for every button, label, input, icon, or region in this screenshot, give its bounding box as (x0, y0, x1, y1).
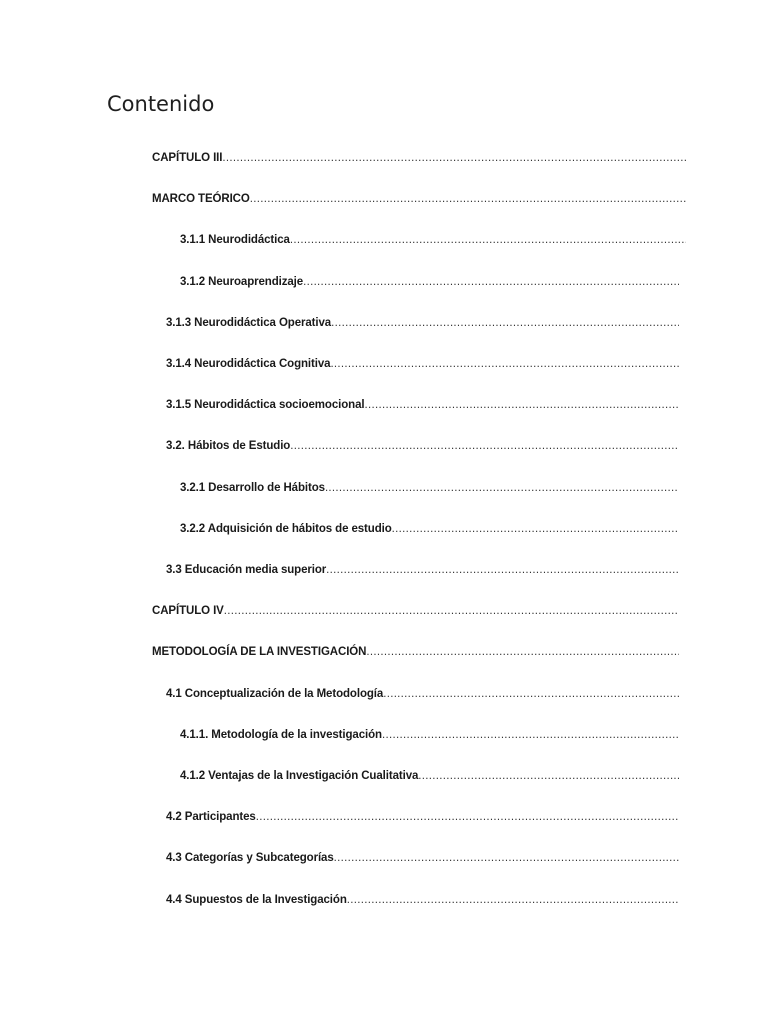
toc-dot-leader (364, 397, 679, 413)
toc-dot-leader (392, 521, 679, 537)
toc-dot-leader (347, 892, 679, 908)
toc-entry[interactable] (166, 438, 679, 454)
toc-dot-leader (330, 356, 679, 372)
toc-entry[interactable] (166, 892, 679, 908)
toc-entry[interactable] (180, 727, 679, 743)
toc-dot-leader (331, 315, 679, 331)
toc-entry-label: CAPÍTULO IV (152, 605, 224, 617)
toc-entry-label: 3.2. Hábitos de Estudio (166, 440, 291, 452)
toc-dot-leader (382, 727, 679, 743)
toc-dot-leader (326, 562, 679, 578)
toc-entry[interactable] (180, 480, 679, 496)
toc-entry-label: 4.2 Participantes (166, 811, 256, 823)
toc-entry-label: 4.1.1. Metodología de la investigación (180, 729, 382, 741)
toc-entry[interactable] (166, 315, 679, 331)
toc-entry-label: METODOLOGÍA DE LA INVESTIGACIÓN (152, 646, 367, 658)
toc-entry-label: 4.3 Categorías y Subcategorías (166, 852, 334, 864)
toc-dot-leader (290, 438, 679, 454)
toc-dot-leader (383, 686, 679, 702)
page-title: Contenido (107, 92, 215, 116)
toc-entry[interactable] (166, 686, 679, 702)
toc-entry[interactable] (152, 150, 686, 166)
toc-dot-leader (366, 644, 679, 660)
toc-entry-label: 3.1.3 Neurodidáctica Operativa (166, 317, 332, 329)
toc-dot-leader (325, 480, 679, 496)
toc-entry-label: 4.1 Conceptualización de la Metodología (166, 688, 384, 700)
toc-dot-leader (250, 191, 686, 207)
toc-dot-leader (290, 232, 686, 248)
toc-entry-label: 3.1.5 Neurodidáctica socioemocional (166, 399, 365, 411)
toc-entry-label: 3.3 Educación media superior (166, 564, 327, 576)
toc-entry-label: 3.1.4 Neurodidáctica Cognitiva (166, 358, 331, 370)
toc-dot-leader (222, 150, 686, 166)
toc-entry-label: 4.1.2 Ventajas de la Investigación Cualitativa (180, 770, 419, 782)
toc-entry-label: CAPÍTULO III (152, 152, 223, 164)
toc-dot-leader (334, 850, 679, 866)
toc-entry[interactable] (166, 397, 679, 413)
toc-entry-label: 3.1.1 Neurodidáctica (180, 234, 290, 246)
toc-entry[interactable] (180, 274, 679, 290)
toc-entry-label: 3.1.2 Neuroaprendizaje (180, 276, 304, 288)
toc-entry[interactable] (166, 562, 679, 578)
toc-entry-label: 4.4 Supuestos de la Investigación (166, 894, 347, 906)
toc-entry[interactable] (166, 356, 679, 372)
toc-entry-label: 3.2.2 Adquisición de hábitos de estudio (180, 523, 392, 535)
toc-entry[interactable] (180, 521, 679, 537)
toc-dot-leader (418, 768, 679, 784)
toc-entry[interactable] (152, 603, 679, 619)
toc-entry[interactable] (180, 232, 686, 248)
toc-dot-leader (303, 274, 679, 290)
toc-dot-leader (224, 603, 679, 619)
toc-entry-label: MARCO TEÓRICO (152, 193, 250, 205)
toc-entry[interactable] (166, 850, 679, 866)
toc-entry[interactable] (166, 809, 679, 825)
toc-entry-label: 3.2.1 Desarrollo de Hábitos (180, 482, 325, 494)
toc-entry[interactable] (180, 768, 679, 784)
toc-entry[interactable] (152, 191, 686, 207)
toc-entry[interactable] (152, 644, 679, 660)
toc-dot-leader (256, 809, 679, 825)
